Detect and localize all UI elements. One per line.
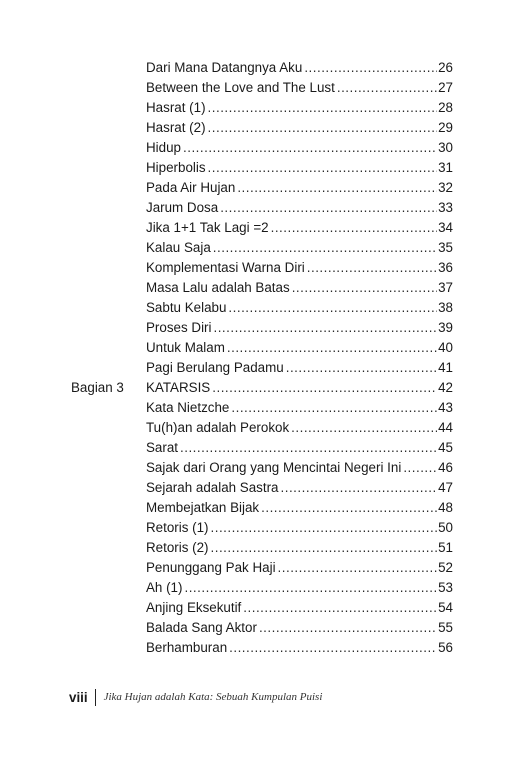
- toc-entry: [146, 218, 453, 238]
- toc-row: [0, 378, 531, 398]
- dot-leader: [208, 118, 438, 138]
- entry-title: Komplementasi Warna Diri: [146, 260, 305, 275]
- dot-leader: [261, 498, 437, 518]
- toc-entry: [146, 118, 453, 138]
- dot-leader: [291, 418, 437, 438]
- toc-row: [0, 478, 531, 498]
- toc-row: [0, 98, 531, 118]
- entry-title: Berhamburan: [146, 640, 228, 655]
- entry-title: KATARSIS: [146, 380, 211, 395]
- entry-page-number: 45: [438, 440, 453, 455]
- toc-entry: [146, 518, 453, 538]
- toc-row: [0, 198, 531, 218]
- entry-page-number: 38: [438, 300, 453, 315]
- entry-page-number: 36: [438, 260, 453, 275]
- toc-row: [0, 538, 531, 558]
- toc-entry: [146, 398, 453, 418]
- toc-row: [0, 618, 531, 638]
- entry-page-number: 35: [438, 240, 453, 255]
- toc-row: [0, 278, 531, 298]
- entry-page-number: 47: [438, 480, 453, 495]
- entry-page-number: 46: [438, 460, 453, 475]
- entry-title: Retoris (2): [146, 540, 209, 555]
- entry-page-number: 26: [438, 60, 453, 75]
- entry-page-number: 27: [438, 80, 453, 95]
- toc-entry: [146, 618, 453, 638]
- dot-leader: [337, 78, 437, 98]
- entry-title: Membejatkan Bijak: [146, 500, 260, 515]
- entry-page-number: 42: [438, 380, 453, 395]
- toc-entry: [146, 458, 453, 478]
- toc-row: [0, 178, 531, 198]
- entry-page-number: 31: [438, 160, 453, 175]
- toc-entry: [146, 378, 453, 398]
- running-title: Jika Hujan adalah Kata: Sebuah Kumpulan Puisi: [103, 691, 323, 703]
- dot-leader: [292, 278, 437, 298]
- entry-page-number: 39: [438, 320, 453, 335]
- dot-leader: [228, 298, 437, 318]
- dot-leader: [208, 98, 438, 118]
- dot-leader: [259, 618, 437, 638]
- toc-row: [0, 118, 531, 138]
- entry-title: Between the Love and The Lust: [146, 80, 335, 95]
- entry-title: Anjing Eksekutif: [146, 600, 242, 615]
- dot-leader: [211, 538, 438, 558]
- dot-leader: [243, 598, 437, 618]
- entry-title: Jika 1+1 Tak Lagi =2: [146, 220, 269, 235]
- toc-row: [0, 358, 531, 378]
- entry-page-number: 32: [438, 180, 453, 195]
- entry-page-number: 28: [438, 100, 453, 115]
- entry-page-number: 44: [438, 420, 453, 435]
- entry-title: Hasrat (2): [146, 120, 206, 135]
- toc-row: [0, 78, 531, 98]
- toc-row: [0, 238, 531, 258]
- toc-entry: [146, 478, 453, 498]
- toc-entry: [146, 78, 453, 98]
- toc-entry: [146, 418, 453, 438]
- entry-page-number: 34: [438, 220, 453, 235]
- entry-page-number: 53: [438, 580, 453, 595]
- toc-entry: [146, 538, 453, 558]
- dot-leader: [211, 518, 438, 538]
- toc-row: [0, 138, 531, 158]
- toc-entry: [146, 178, 453, 198]
- dot-leader: [281, 478, 438, 498]
- toc-entry: [146, 338, 453, 358]
- entry-title: Hidup: [146, 140, 181, 155]
- entry-title: Masa Lalu adalah Batas: [146, 280, 290, 295]
- dot-leader: [231, 398, 437, 418]
- toc-entry: [146, 598, 453, 618]
- toc-row: [0, 558, 531, 578]
- entry-page-number: 51: [438, 540, 453, 555]
- entry-page-number: 29: [438, 120, 453, 135]
- entry-page-number: 52: [438, 560, 453, 575]
- toc-entry: [146, 358, 453, 378]
- entry-title: Ah (1): [146, 580, 183, 595]
- entry-title: Tu(h)an adalah Perokok: [146, 420, 290, 435]
- toc-entry: [146, 498, 453, 518]
- entry-title: Jarum Dosa: [146, 200, 219, 215]
- entry-page-number: 56: [438, 640, 453, 655]
- entry-page-number: 41: [438, 360, 453, 375]
- dot-leader: [180, 438, 437, 458]
- toc-row: [0, 258, 531, 278]
- entry-page-number: 30: [438, 140, 453, 155]
- entry-title: Balada Sang Aktor: [146, 620, 257, 635]
- dot-leader: [271, 218, 438, 238]
- page-footer: [69, 686, 322, 708]
- toc-entry: [146, 638, 453, 658]
- toc-entry: [146, 198, 453, 218]
- entry-page-number: 54: [438, 600, 453, 615]
- entry-page-number: 43: [438, 400, 453, 415]
- toc-entry: [146, 318, 453, 338]
- dot-leader: [212, 378, 437, 398]
- toc-entry: [146, 438, 453, 458]
- page-number: viii: [69, 689, 88, 705]
- toc-row: [0, 398, 531, 418]
- toc-row: [0, 318, 531, 338]
- toc-entry: [146, 258, 453, 278]
- entry-title: Dari Mana Datangnya Aku: [146, 60, 303, 75]
- entry-title: Hasrat (1): [146, 100, 206, 115]
- entry-page-number: 55: [438, 620, 453, 635]
- dot-leader: [229, 638, 437, 658]
- entry-title: Sejarah adalah Sastra: [146, 480, 279, 495]
- entry-page-number: 37: [438, 280, 453, 295]
- dot-leader: [278, 558, 438, 578]
- toc-entry: [146, 558, 453, 578]
- dot-leader: [237, 178, 437, 198]
- dot-leader: [183, 138, 437, 158]
- entry-title: Kata Nietzche: [146, 400, 230, 415]
- dot-leader: [403, 458, 437, 478]
- toc-entry: [146, 238, 453, 258]
- toc-entry: [146, 98, 453, 118]
- dot-leader: [304, 58, 437, 78]
- toc-row: [0, 638, 531, 658]
- toc-row: [0, 338, 531, 358]
- entry-title: Sajak dari Orang yang Mencintai Negeri Ini: [146, 460, 402, 475]
- section-label: Bagian 3: [71, 380, 124, 395]
- toc-entry: [146, 58, 453, 78]
- entry-title: Pagi Berulang Padamu: [146, 360, 284, 375]
- entry-page-number: 48: [438, 500, 453, 515]
- footer-divider: [95, 689, 96, 706]
- toc-entry: [146, 278, 453, 298]
- entry-page-number: 33: [438, 200, 453, 215]
- toc-row: [0, 418, 531, 438]
- toc-entry: [146, 298, 453, 318]
- dot-leader: [227, 338, 437, 358]
- dot-leader: [184, 578, 437, 598]
- dot-leader: [208, 158, 438, 178]
- entry-title: Hiperbolis: [146, 160, 206, 175]
- toc-row: [0, 438, 531, 458]
- dot-leader: [286, 358, 437, 378]
- toc-row: [0, 158, 531, 178]
- toc-row: [0, 598, 531, 618]
- toc-row: [0, 458, 531, 478]
- entry-title: Sarat: [146, 440, 179, 455]
- entry-title: Sabtu Kelabu: [146, 300, 227, 315]
- entry-title: Penunggang Pak Haji: [146, 560, 276, 575]
- toc-row: [0, 218, 531, 238]
- entry-title: Proses Diri: [146, 320, 212, 335]
- dot-leader: [307, 258, 437, 278]
- toc-row: [0, 518, 531, 538]
- entry-title: Pada Air Hujan: [146, 180, 236, 195]
- entry-page-number: 50: [438, 520, 453, 535]
- toc-row: [0, 298, 531, 318]
- entry-title: Retoris (1): [146, 520, 209, 535]
- dot-leader: [220, 198, 437, 218]
- toc-entry: [146, 138, 453, 158]
- entry-title: Untuk Malam: [146, 340, 225, 355]
- toc-entry: [146, 578, 453, 598]
- entry-title: Kalau Saja: [146, 240, 211, 255]
- toc-row: [0, 58, 531, 78]
- entry-page-number: 40: [438, 340, 453, 355]
- toc-row: [0, 498, 531, 518]
- dot-leader: [213, 318, 437, 338]
- table-of-contents: [0, 58, 531, 658]
- toc-row: [0, 578, 531, 598]
- toc-entry: [146, 158, 453, 178]
- dot-leader: [213, 238, 437, 258]
